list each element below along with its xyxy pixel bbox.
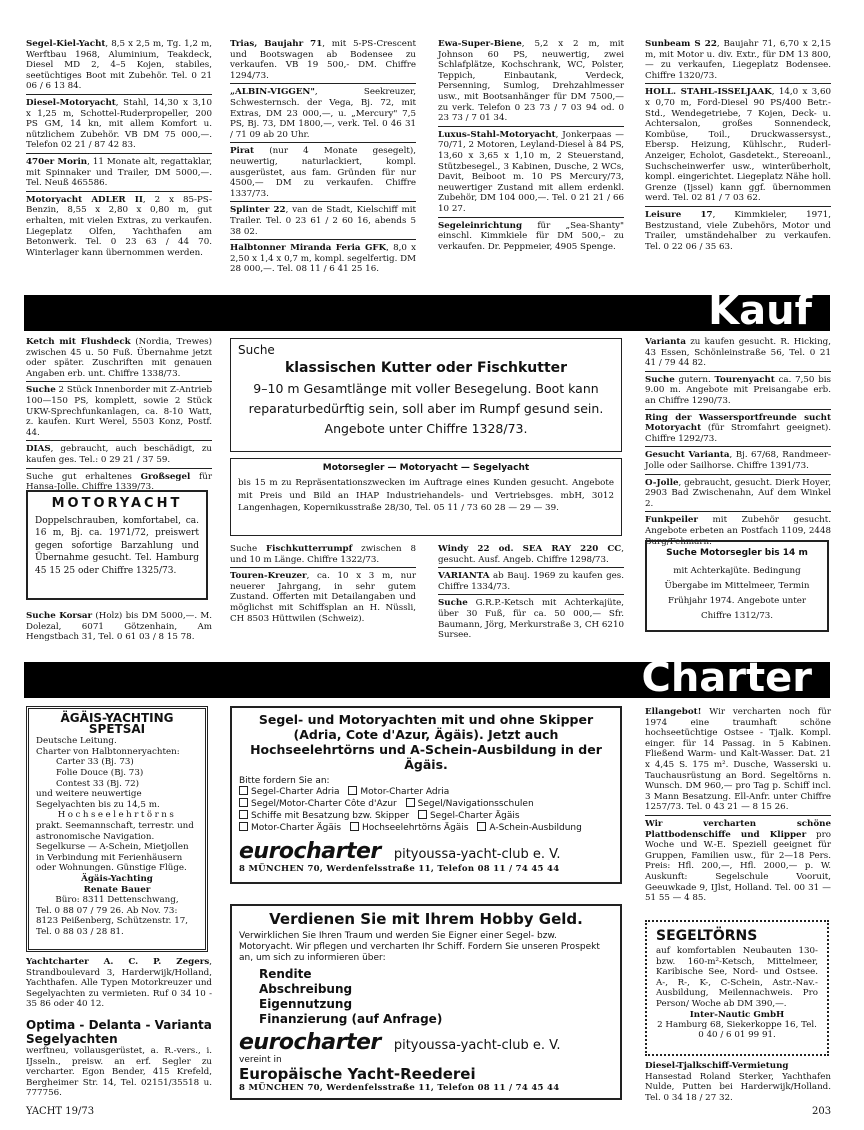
charter-band (24, 655, 830, 701)
classified-ad-0: Trias, Baujahr 71, mit 5-PS-Crescent und Bootswagen ab Bodensee zu verkaufen. VB 19 500,- DM. Chiffre 1294/73. (230, 38, 416, 84)
eurocharter-option[interactable] (348, 787, 449, 797)
aegais-line: und weitere neuwertige Segelyachten bis zu 14,5 m. (36, 789, 160, 810)
kauf-mid-right (438, 543, 624, 645)
classified-ad-1: HOLL. STAHL-ISSELJAAK, 14,0 x 3,60 x 0,70 m, Ford-Diesel 90 PS/400 Betr.-Std., Wendegetriebe, 7 Kojen, Deck- u. Achtersalon, großes Sonnendeck, Kombüse, Toil., Druckwassersyst., Ebersp. Heizung, Kühlschr., Ruderl-Anzeiger, Echolot, Gasdetekt., Stereoanl., Suchscheinwerfer usw., winterüberholt, kompl. eingerichtet. Liegeplatz Nähe holl. Grenze (Ijssel) kann ggf. übernommen werd. Tel. 02 81 / 7 03 62. (645, 86, 831, 207)
eurocharter2-item: Finanzierung (auf Anfrage) (259, 1012, 443, 1026)
top-col-4 (645, 38, 831, 256)
classified-ad-0: Sunbeam S 22, Baujahr 71, 6,70 x 2,15 m, mit Motor u. div. Extr., für DM 13 800,— zu verkaufen, Liegeplatz Bodensee. Chiffre 1320/73. (645, 38, 831, 84)
kauf-title: Kauf (708, 288, 812, 334)
eurocharter-option[interactable] (406, 799, 534, 809)
motoryacht-box (26, 490, 208, 600)
classified-ad-3: Motoryacht ADLER II, 2 x 85-PS-Benzin, 8,55 x 2,80 x 0,80 m, gut erhalten, mit vielen Extras, zu verkaufen. Liegeplatz Olfen, Yachthafen am Betonwerk. Tel. 0 23 63 / 44 70. Winterlager kann übernommen werden. (26, 194, 212, 258)
segeltoerns-box (645, 920, 829, 1056)
checkbox-icon[interactable] (477, 822, 486, 831)
kauf-ad-1: Suche 2 Stück Innenborder mit Z-Antrieb 100—150 PS, komplett, sowie 2 Stück UKW-Sprechfunkanlagen, ca. 8-10 Watt, z. kaufen. Kurt Werel, 5503 Konz, Postf. 44. (26, 384, 212, 441)
motorsegler14-text: mit Achterkajüte. Bedingung Übergabe im Mittelmeer, Termin Frühjahr 1974. Angebote unter Chiffre 1312/73. (664, 566, 810, 621)
motorsegler14-box (645, 540, 829, 632)
charter-ad-0: Yachtcharter A. C. P. Zegers, Strandboulevard 3, Harderwijk/Holland, Yachthafen. Alle Typen Motorkreuzer und Segelyachten zu vermieten. Ruf 0 34 10 - 35 86 oder 40 12. (26, 957, 212, 1010)
classified-ad-1: Luxus-Stahl-Motoryacht, Jonkerpaas — 70/71, 2 Motoren, Leyland-Diesel à 84 PS, 13,60 x 3,65 x 1,10 m, 2 Steuerstand, Stützbesegel., 3 Kabinen, Dusche, 2 WCs, Davit, Beiboot m. 10 PS Mercury/73, neuwertiger Zustand mit allem erdenkl. Zubehör, DM 104 000,—. Tel. 0 21 21 / 66 10 27. (438, 129, 624, 218)
checkbox-icon[interactable] (239, 810, 248, 819)
eurocharter-option[interactable] (350, 823, 469, 833)
charter-title: Charter (641, 655, 812, 701)
eurocharter2-headline: Verdienen Sie mit Ihrem Hobby Geld. (269, 910, 583, 928)
kauf-ad-1: Suche gutern. Tourenyacht ca. 7,50 bis 9.00 m. Angebote mit Preisangabe erb. an Chiffre 1290/73. (645, 374, 831, 410)
kauf-band (24, 288, 830, 334)
eurocharter1-logo: eurocharter (239, 839, 381, 864)
segeltoerns-text: auf komfortablen Neubauten 130- bzw. 160-m²-Ketsch, Mittelmeer, Karibische See, Nord- und Ostsee. A-, R-, K-, C-Schein, Astr.-Nav.-Ausbildung, Meilennachweis. Pro Person/ Woche ab DM 390,—. (656, 946, 818, 1009)
kauf-ad-0: Ketch mit Flushdeck (Nordia, Trewes) zwischen 45 u. 50 Fuß. Übernahme jetzt oder später. Zuschriften mit genauen Angaben erb. unt. Chiffre 1338/73. (26, 336, 212, 382)
aegais-line: Hochseelehrtörns (57, 810, 177, 821)
eurocharter2-logo-row (239, 1030, 613, 1055)
eurocharter-option-label: Segel-Charter Adria (251, 787, 340, 797)
motoryacht-text: Doppelschrauben, komfortabel, ca. 16 m, Bj. ca. 1971/72, preiswert gegen sofortige Barzahlung und Übernahme gesucht. Tel. Hamburg 45 15 25 oder Chiffre 1325/73. (35, 516, 199, 576)
aegais-line: Contest 33 (Bj. 72) (56, 778, 140, 789)
eurocharter-option[interactable] (239, 811, 409, 821)
eurocharter2-address: 8 MÜNCHEN 70, Werdenfelsstraße 11, Telefon 08 11 / 74 45 44 (239, 1083, 560, 1093)
checkbox-icon[interactable] (348, 786, 357, 795)
kauf-ad-0: Suche Fischkutterrumpf zwischen 8 und 10 m Länge. Chiffre 1322/73. (230, 543, 416, 568)
eurocharter-option-label: Motor-Charter Ägäis (251, 823, 342, 833)
aegais-title-2: SPETSAI (88, 721, 146, 736)
aegais-line: Büro: 8311 Dettenschwang, (55, 895, 179, 906)
eurocharter-option[interactable] (239, 787, 340, 797)
classified-ad-3: Splinter 22, van de Stadt, Kielschiff mit Trailer. Tel. 0 23 61 / 2 60 16, abends 5 38 02. (230, 204, 416, 240)
kauf-ad-5: Funkpeiler mit Zubehör gesucht. Angebote erbeten an Postfach 1109, 2448 Burg/Fehmarn. (645, 515, 831, 547)
top-col-1 (26, 38, 212, 262)
checkbox-icon[interactable] (350, 822, 359, 831)
footer-left: YACHT 19/73 (26, 1106, 95, 1117)
optima-ad (26, 1018, 212, 1099)
eurocharter-option-label: A-Schein-Ausbildung (489, 823, 582, 833)
kutter-text: 9–10 m Gesamtlänge mit voller Besegelung. Boot kann reparaturbedürftig sein, soll aber im Rumpf gesund sein. Angebote unter Chiffre 1328/73. (248, 381, 604, 436)
kutter-headline: klassischen Kutter oder Fischkutter (284, 360, 568, 376)
eurocharter-option-label: Segel/Navigationsschulen (417, 799, 534, 809)
eurocharter-box-1 (230, 706, 622, 884)
charter-ad-1: Wir vercharten schöne Plattbodenschiffe und Klipper pro Woche und W.-E. Speziell geeignet für Gruppen, Familien usw., für 2—18 Pers. Preis: Hfl. 200,—, Hfl. 2000,— p. W. Auskunft: Segelschule Vooruit, Geeuwkade 9, IJlst, Holland. Tel. 00 31 — 51 55 — 4 85. (645, 818, 831, 904)
eurocharter2-item: Rendite (259, 967, 312, 981)
kauf-ad-2: Suche G.R.P.-Ketsch mit Achterkajüte, über 30 Fuß, für ca. 50 000,— Sfr. Baumann, Jörg, Merkurstraße 3, CH 6210 Sursee. (438, 598, 624, 641)
classified-ad-4: Halbtonner Miranda Feria GFK, 8,0 x 2,50 x 1,4 x 0,7 m, kompl. segelfertig. DM 28 000,—. Tel. 08 11 / 6 41 25 16. (230, 243, 417, 275)
eurocharter2-lead: vereint in (239, 1055, 282, 1065)
checkbox-icon[interactable] (406, 798, 415, 807)
motoryacht-title: MOTORYACHT (51, 496, 183, 511)
kauf-mid-left (230, 543, 416, 628)
checkbox-icon[interactable] (239, 822, 248, 831)
kauf-ad-2: Ring der Wassersportfreunde sucht Motoryacht (für Stromfahrt geeignet). Chiffre 1292/73. (645, 412, 831, 448)
eurocharter-option[interactable] (477, 823, 581, 833)
eurocharter-option[interactable] (239, 799, 397, 809)
motorsegler14-headline: Suche Motorsegler bis 14 m (666, 548, 808, 558)
classified-ad-2: Pirat (nur 4 Monate gesegelt), neuwertig, naturlackiert, kompl. ausgerüstet, aus fam. Gründen für nur 4500,— DM zu verkaufen. Chiffre 1337/73. (230, 145, 416, 202)
aegais-line: Tel. 0 88 07 / 79 26. Ab Nov. 73: 8123 Peißenberg, Schützenstr. 17, Tel. 0 88 03 / 28 81. (36, 905, 189, 937)
eurocharter-option-label: Segel-Charter Ägäis (429, 811, 520, 821)
eurocharter1-logo-row (239, 839, 613, 864)
checkbox-icon[interactable] (418, 810, 427, 819)
classified-ad-2: 470er Morin, 11 Monate alt, regattaklar, mit Spinnaker und Trailer, DM 5000,—. Tel. Neuß 465586. (26, 156, 212, 192)
charter-ad-0: Ellangebot! Wir vercharten noch für 1974 eine traumhaft schöne hochseetüchtige Ostsee - Tjalk. Kompl. einger. für 14 Passag. in 5 Kabinen. Fließend Warm- und Kalt-Wasser. Dat. 21 x 4,45 S. 175 m². Dusche, Wasserski u. Tauchausrüstung an Bord. Segeltörns n. Wunsch. DM 960,— pro Tag p. Schiff incl. 3 Mann Besatzung. Ell-Anfr. unter Chiffre 1257/73. Tel. 0 43 21 — 8 15 26. (645, 706, 831, 816)
aegais-box (26, 706, 208, 952)
classified-ad-2: Segeleinrichtung für „Sea-Shanty" einschl. Kimmkiele für DM 500,– zu verkaufen. Dr. Peppmeier, 4905 Spenge. (438, 220, 624, 252)
kauf-ad-3: Gesucht Varianta, Bj. 67/68, Randmeer-Jolle oder Sailhorse. Chiffre 1391/73. (645, 449, 831, 474)
eurocharter-option[interactable] (239, 823, 341, 833)
charter-col-1-after (26, 956, 212, 1014)
top-col-3 (438, 38, 624, 256)
eurocharter-option[interactable] (418, 811, 520, 821)
kauf-col-4 (645, 336, 831, 551)
eurocharter-box-2 (230, 904, 622, 1100)
aegais-line: prakt. Seemannschaft, terrestr. und astronomische Navigation. Segelkurse — A-Schein, Mietjollen in Verbindung mit Ferienhäusern oder Wohnungen. Günstige Flüge. (36, 820, 194, 874)
eurocharter2-item: Abschreibung (259, 982, 353, 996)
kauf-ad-0: Varianta zu kaufen gesucht. R. Hicking, 43 Essen, Schönleinstraße 56, Tel. 0 21 41 / 79 44 82. (645, 336, 831, 372)
aegais-line: Ägäis-Yachting (81, 873, 153, 884)
eurocharter1-address: 8 MÜNCHEN 70, Werdenfelsstraße 11, Telefon 08 11 / 74 45 44 (239, 864, 560, 874)
kauf-korsar-0: Suche Korsar (Holz) bis DM 5000,—. M. Dolezal, 6071 Götzenhain, Am Hengstbach 31, Tel. 0 61 03 / 8 15 78. (26, 611, 213, 643)
kauf-col-1 (26, 336, 212, 497)
kutter-box (230, 338, 622, 452)
aegais-line: Renate Bauer (83, 884, 151, 895)
aegais-line: Carter 33 (Bj. 73) (56, 757, 134, 768)
eurocharter2-reederei: Europäische Yacht-Reederei (239, 1065, 476, 1083)
eurocharter2-logo: eurocharter (239, 1030, 381, 1055)
eurocharter2-text: Verwirklichen Sie Ihren Traum und werden Sie Eigner einer Segel- bzw. Motoryacht. Wir pflegen und vercharten Ihr Schiff. Fordern Sie unseren Prospekt an, um sich zu informieren über: (239, 931, 600, 963)
eurocharter-option-label: Segel/Motor-Charter Côte d'Azur (251, 799, 397, 809)
kauf-ad-3: Suche gut erhaltenes Großsegel für Hansa-Jolle. Chiffre 1339/73. (26, 471, 212, 493)
aegais-lines (36, 736, 198, 937)
motorsegler-headline: Motorsegler — Motoryacht — Segelyacht (322, 463, 530, 473)
motorsegler-text: bis 15 m zu Repräsentationszwecken im Auftrage eines Kunden gesucht. Angebote mit Preis und Bild an IHAP Industriehandels- und Vertriebsges. mbH, 3012 Langenhagen, Kopernikusstraße 28/30, Tel. 05 11 / 73 60 28 — 29 — 39. (238, 478, 614, 513)
footer-right: 203 (812, 1106, 832, 1117)
eurocharter2-item: Eigennutzung (259, 997, 353, 1011)
eurocharter-option-label: Motor-Charter Adria (360, 787, 450, 797)
aegais-line: Deutsche Leitung. (36, 736, 117, 747)
motorsegler-box (230, 458, 622, 536)
kutter-lead: Suche (238, 343, 275, 357)
kauf-ad-1: VARIANTA ab Bauj. 1969 zu kaufen ges. Chiffre 1334/73. (438, 570, 624, 595)
classified-ad-0: Ewa-Super-Biene, 5,2 x 2 m, mit Johnson 60 PS, neuwertig, zwei Schlafplätze, Kochschrank, WC, Polster, Teppich, Einbautank, Verdeck, Persenning, Sumlog, Drehzahlmesser usw., mit Bootsanhänger für DM 7500,— zu verk. Telefon 0 23 73 / 7 03 94 od. 0 23 73 / 7 01 34. (438, 38, 624, 127)
eurocharter2-items (259, 967, 613, 1027)
kauf-ad-2: DIAS, gebraucht, auch beschädigt, zu kaufen ges. Tel.: 0 29 21 / 37 59. (26, 443, 212, 468)
korsar-ad (26, 610, 212, 647)
eurocharter-option-label: Hochseelehrtörns Ägäis (361, 823, 469, 833)
aegais-line: Folie Douce (Bj. 73) (56, 767, 144, 778)
classified-ad-2: Leisure 17, Kimmkieler, 1971, Bestzustand, viele Zubehörs, Motor und Trailer, umständehalber zu verkaufen. Tel. 0 22 06 / 35 63. (645, 209, 831, 252)
charter-col-4 (645, 706, 831, 908)
kauf-ad-4: O-Jolle, gebraucht, gesucht. Dierk Hoyer, 2903 Bad Zwischenahn, Auf dem Winkel 2. (645, 477, 831, 513)
checkbox-icon[interactable] (239, 786, 248, 795)
charter-tjalk-0: Diesel-Tjalkschiff-Vermietung Hansestad Roland Sterker, Yachthafen Nulde, Putten bei Harderwijk/Holland. Tel. 0 34 18 / 27 32. (645, 1061, 831, 1103)
top-col-2 (230, 38, 416, 279)
optima-text: werftneu, vollausgerüstet, a. R.-vers., i. IJsseln., preisw. an erf. Segler zu vercharter. Egon Bender, 415 Krefeld, Bergheimer Str. 14, Tel. 02151/35518 u. 777756. (26, 1046, 212, 1099)
eurocharter1-options (239, 786, 613, 834)
classified-ad-1: „ALBIN-VIGGEN", Seekreuzer, Schwesternsch. der Vega, Bj. 72, mit Extras, DM 23 000,—, u. „Mercury" 7,5 PS, Bj. 73, DM 1800,—, verk. Tel. 0 46 31 / 71 09 ab 20 Uhr. (230, 86, 416, 143)
segeltoerns-company: Inter-Nautic GmbH (689, 1009, 785, 1020)
classified-ad-0: Segel-Kiel-Yacht, 8,5 x 2,5 m, Tg. 1,2 m, Werftbau 1968, Aluminium, Teakdeck, Diesel MD 2, 4–5 Kojen, stabiles, seetüchtiges Boot mit Zubehör. Tel. 0 21 06 / 6 13 84. (26, 38, 212, 95)
aegais-line: Charter von Halbtonneryachten: (36, 746, 180, 757)
segeltoerns-title: SEGELTÖRNS (656, 928, 758, 944)
eurocharter2-club: pityoussa-yacht-club e. V. (393, 1038, 561, 1053)
tjalk-ad (645, 1060, 831, 1107)
aegais-title-1: ÄGÄIS-YACHTING (60, 711, 174, 725)
eurocharter1-headline: Segel- und Motoryachten mit und ohne Skipper (Adria, Cote d'Azur, Ägäis). Jetzt auch Hochseelehrtörns und A-Schein-Ausbildung in der Ägäis. (250, 712, 602, 772)
kauf-ad-1: Touren-Kreuzer, ca. 10 x 3 m, nur neuerer Jahrgang, in sehr gutem Zustand. Offerten mit Detailangaben und möglichst mit Schiffsplan an H. Nüssli, CH 8503 Hüttwilen (Schweiz). (230, 571, 416, 624)
optima-title: Optima - Delanta - Varianta Segelyachten (26, 1018, 212, 1046)
segeltoerns-address: 2 Hamburg 68, Siekerkoppe 16, Tel. 0 40 / 6 01 99 91. (657, 1019, 817, 1040)
eurocharter1-lead: Bitte fordern Sie an: (239, 776, 330, 786)
eurocharter1-club: pityoussa-yacht-club e. V. (393, 847, 561, 862)
classified-ad-1: Diesel-Motoryacht, Stahl, 14,30 x 3,10 x 1,25 m, Schottel-Ruderpropeller, 200 PS GM, 14 kn, mit allem Komfort u. nützlichem Zubehör. VB DM 75 000,—. Telefon 02 21 / 87 42 83. (26, 97, 212, 154)
kauf-ad-0: Windy 22 od. SEA RAY 220 CC, gesucht. Ausf. Angeb. Chiffre 1298/73. (438, 543, 624, 568)
eurocharter-option-label: Schiffe mit Besatzung bzw. Skipper (251, 811, 410, 821)
checkbox-icon[interactable] (239, 798, 248, 807)
